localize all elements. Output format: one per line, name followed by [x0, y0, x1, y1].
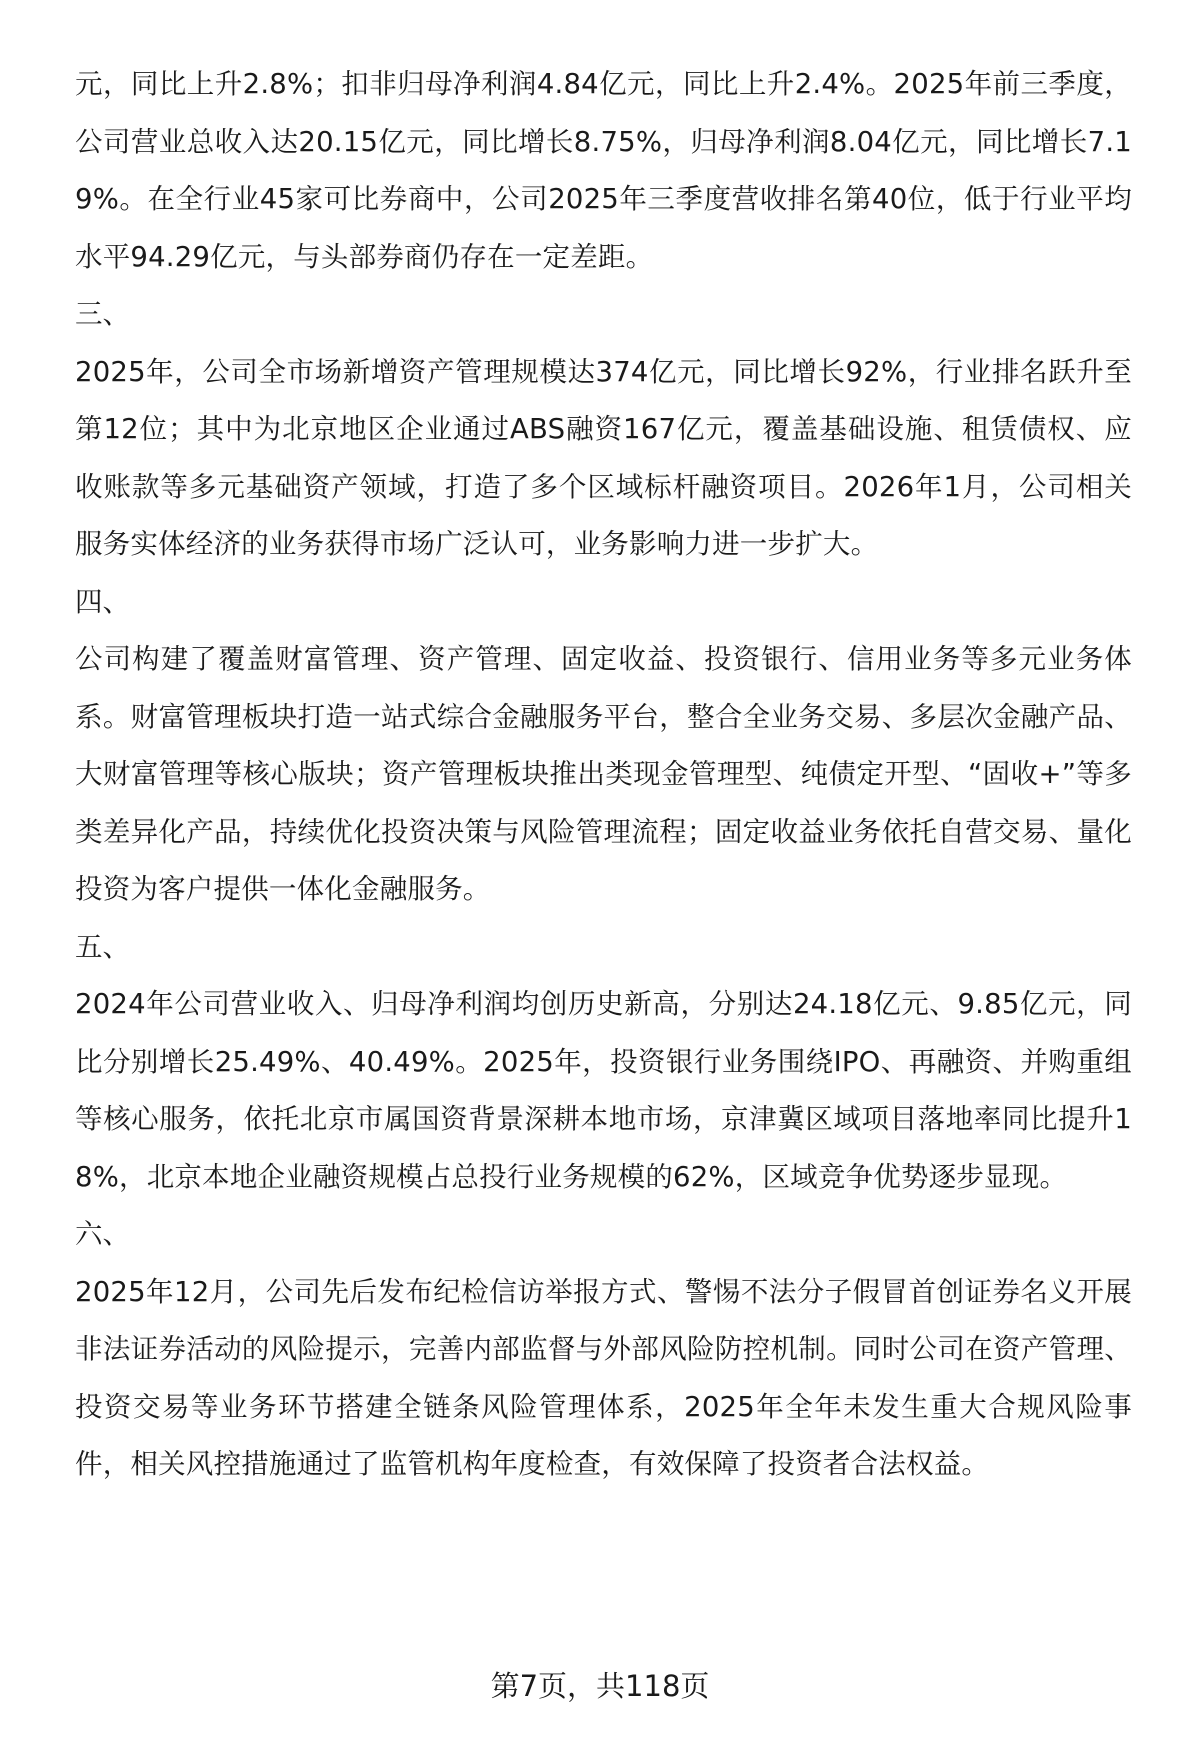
section-heading-3: 三、 [75, 298, 130, 330]
paragraph-section-6: 2025年12月，公司先后发布纪检信访举报方式、警惕不法分子假冒首创证券名义开展非法证券活动的风险提示，完善内部监督与外部风险防控机制。同时公司在资产管理、投资交易等业务环节搭建全链条风险管理体系，2025年全年未发生重大合规风险事件，相关风控措施通过了监管机构年度检查，有效保障了投资者合法权益。 [75, 1275, 1132, 1480]
page-content [75, 56, 1132, 1494]
page-number-footer: 第7页，共118页 [490, 1669, 710, 1703]
paragraph-section-5: 2024年公司营业收入、归母净利润均创历史新高，分别达24.18亿元、9.85亿元，同比分别增长25.49%、40.49%。2025年，投资银行业务围绕IPO、再融资、并购重组等核心服务，依托北京市属国资背景深耕本地市场，京津冀区域项目落地率同比提升18%，北京本地企业融资规模占总投行业务规模的62%，区域竞争优势逐步显现。 [75, 988, 1132, 1193]
section-heading-6: 六、 [75, 1218, 130, 1250]
paragraph-section-4: 公司构建了覆盖财富管理、资产管理、固定收益、投资银行、信用业务等多元业务体系。财富管理板块打造一站式综合金融服务平台，整合全业务交易、多层次金融产品、大财富管理等核心版块；资产管理板块推出类现金管理型、纯债定开型、“固收+”等多类差异化产品，持续优化投资决策与风险管理流程；固定收益业务依托自营交易、量化投资为客户提供一体化金融服务。 [75, 643, 1132, 905]
section-heading-5: 五、 [75, 930, 130, 963]
paragraph-section-3: 2025年，公司全市场新增资产管理规模达374亿元，同比增长92%，行业排名跃升至第12位；其中为北京地区企业通过ABS融资167亿元，覆盖基础设施、租赁债权、应收账款等多元基础资产领域，打造了多个区域标杆融资项目。2026年1月，公司相关服务实体经济的业务获得市场广泛认可，业务影响力进一步扩大。 [75, 355, 1132, 560]
section-heading-4: 四、 [75, 585, 130, 618]
paragraph-continued: 元，同比上升2.8%；扣非归母净利润4.84亿元，同比上升2.4%。2025年前三季度，公司营业总收入达20.15亿元，同比增长8.75%，归母净利润8.04亿元，同比增长7.19%。在全行业45家可比券商中，公司2025年三季度营收排名第40位，低于行业平均水平94.29亿元，与头部券商仍存在一定差距。 [75, 68, 1132, 273]
